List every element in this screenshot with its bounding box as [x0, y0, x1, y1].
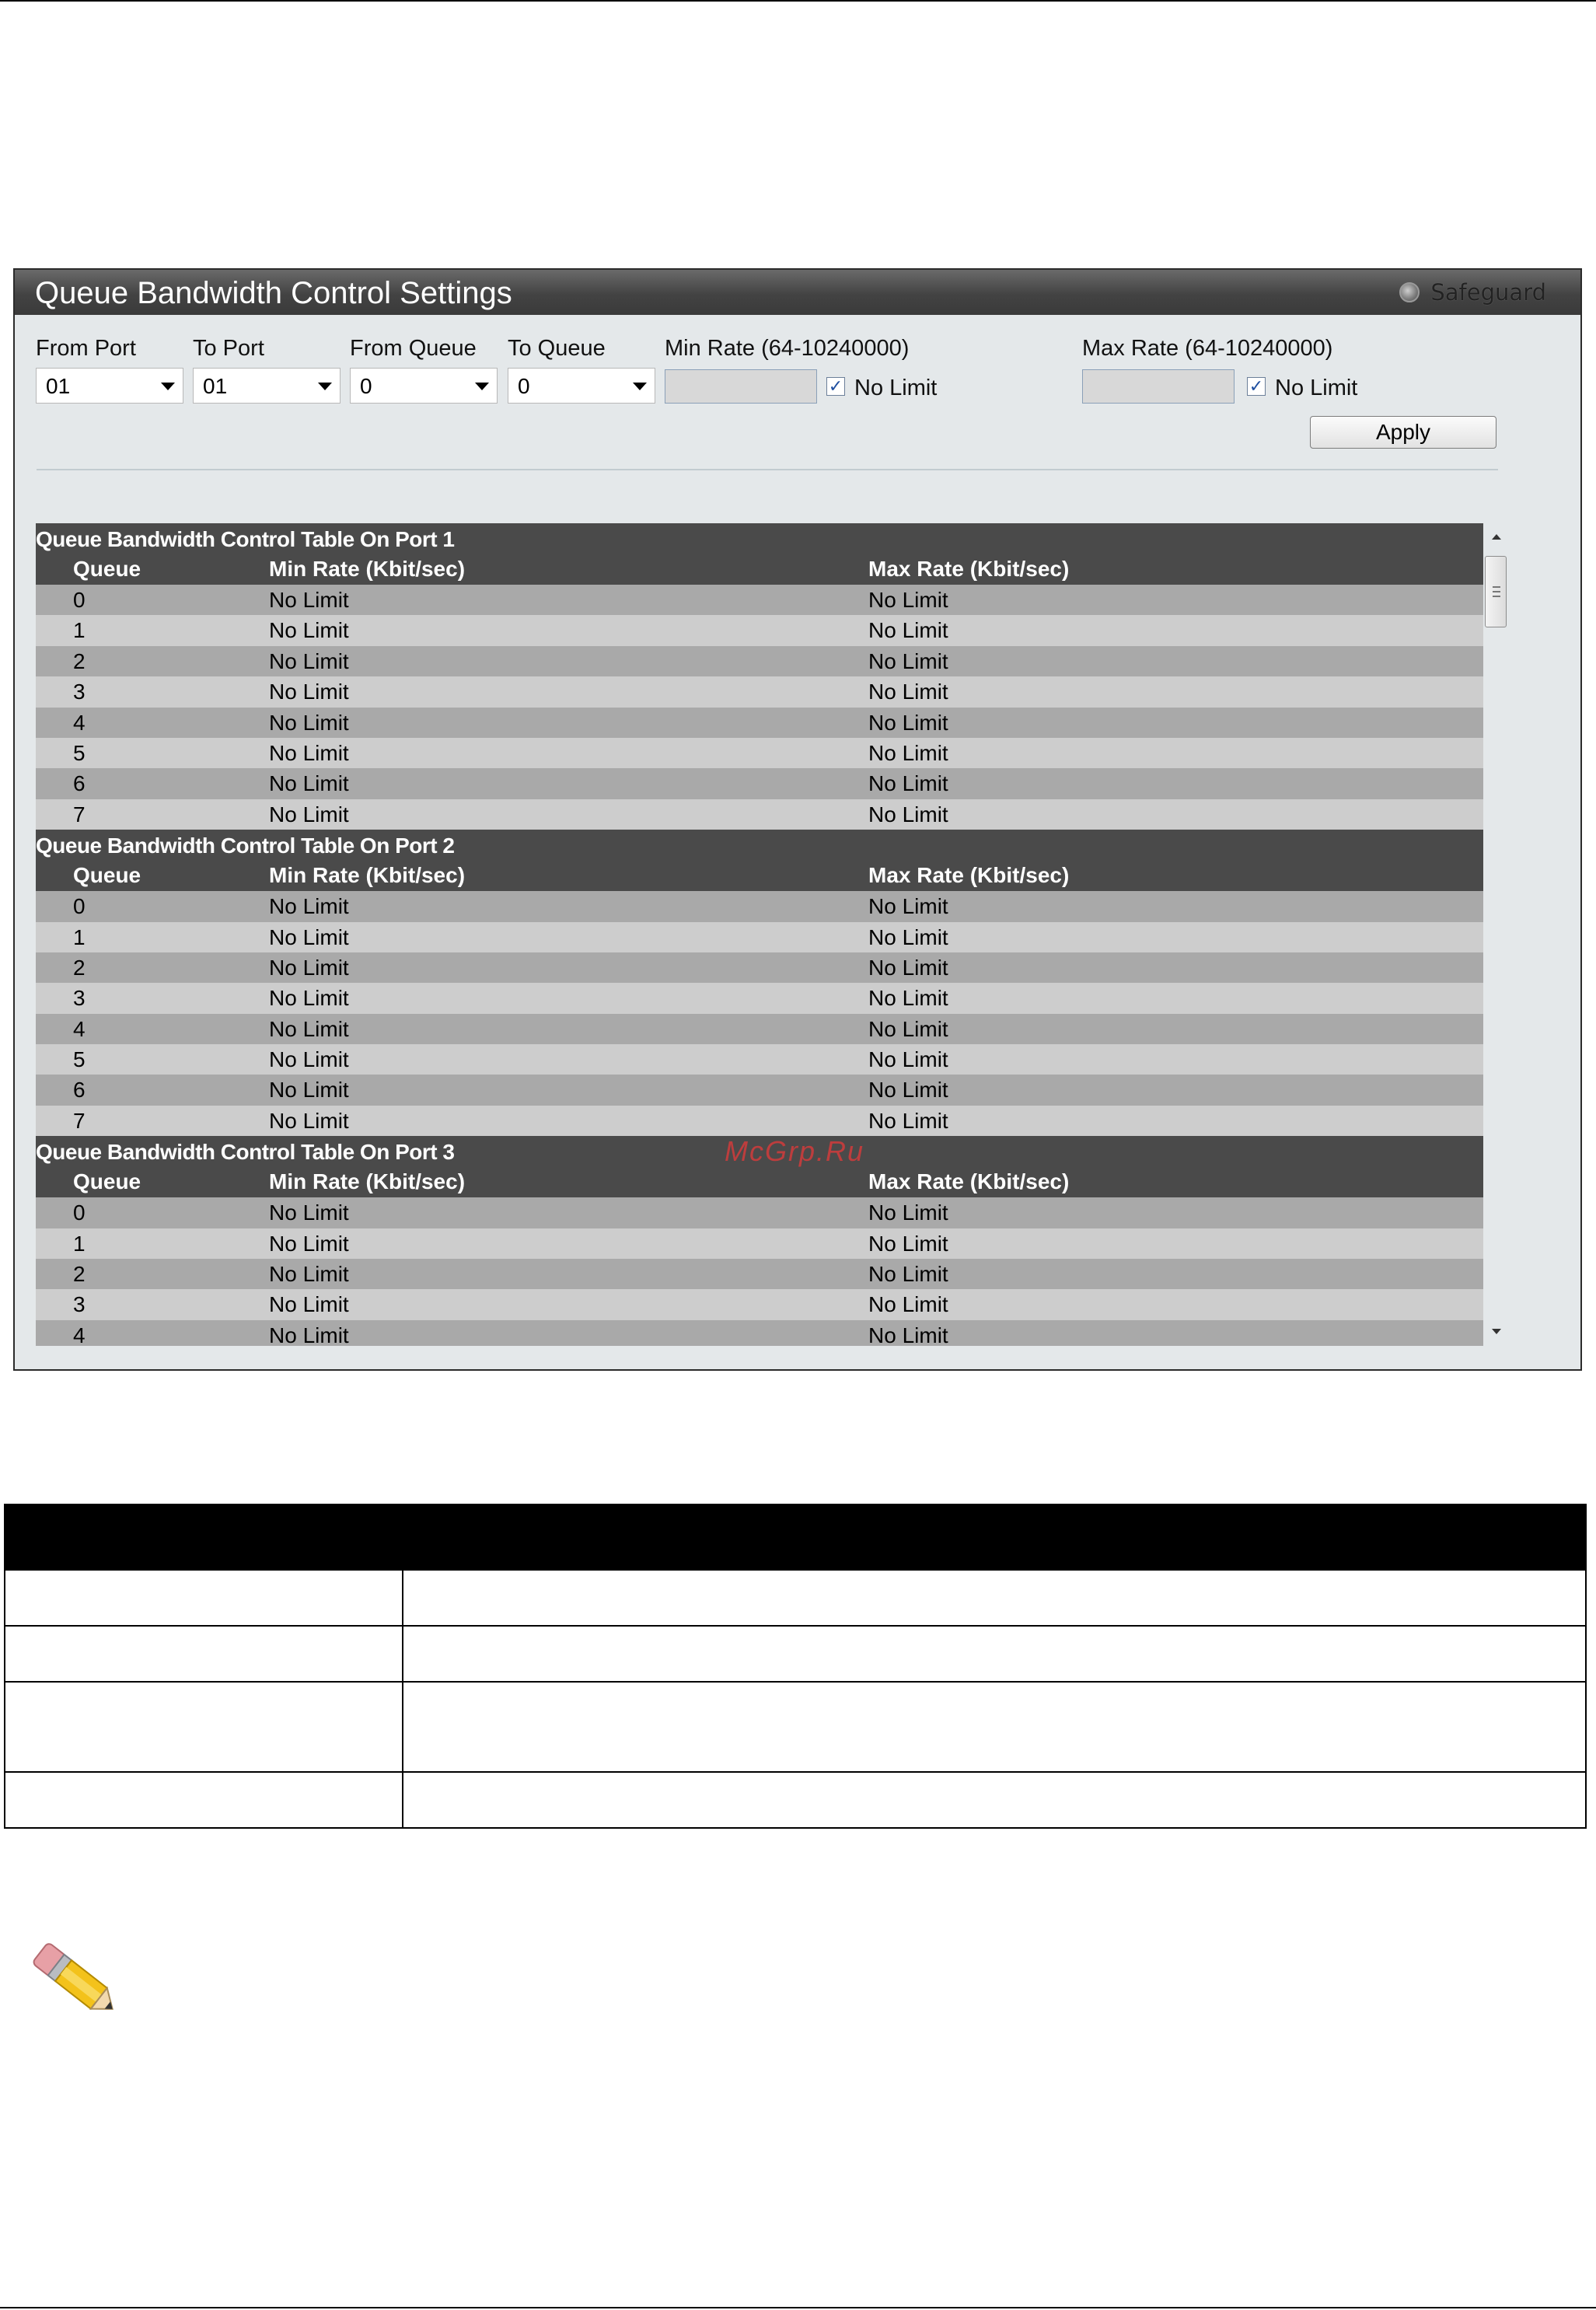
- min-rate-cell: No Limit: [269, 1200, 349, 1225]
- queue-cell: 0: [73, 1200, 86, 1225]
- table-row: [36, 1106, 1483, 1136]
- min-rate-cell: No Limit: [269, 1323, 349, 1346]
- queue-cell: 2: [73, 955, 86, 980]
- max-no-limit-label: No Limit: [1275, 376, 1358, 400]
- table-cell: [403, 1626, 1586, 1682]
- queue-cell: 2: [73, 648, 86, 673]
- column-header-max-rate: Max Rate (Kbit/sec): [868, 1169, 1070, 1194]
- queue-cell: 4: [73, 710, 86, 735]
- min-no-limit-label: No Limit: [854, 376, 938, 400]
- table-column-headers: [36, 1166, 1483, 1197]
- table-cell: [5, 1772, 403, 1828]
- table-row: [36, 646, 1483, 676]
- min-rate-cell: No Limit: [269, 894, 349, 919]
- queue-cell: 3: [73, 1292, 86, 1317]
- table-row: [36, 708, 1483, 738]
- from-port-value: 01: [46, 374, 71, 398]
- table-row: [36, 768, 1483, 799]
- queue-cell: 6: [73, 771, 86, 796]
- bottom-rule: [0, 2307, 1596, 2308]
- table-row: [5, 1772, 1586, 1828]
- table-row: [5, 1570, 1586, 1626]
- to-port-label: To Port: [193, 336, 264, 361]
- max-rate-cell: No Limit: [868, 1323, 948, 1346]
- scroll-thumb[interactable]: [1485, 556, 1507, 627]
- chevron-down-icon: [318, 383, 332, 390]
- table-cell: [5, 1682, 403, 1772]
- queue-cell: 0: [73, 894, 86, 919]
- max-rate-cell: No Limit: [868, 1047, 948, 1072]
- queue-cell: 5: [73, 1047, 86, 1072]
- to-queue-label: To Queue: [508, 336, 606, 361]
- table-section-title: Queue Bandwidth Control Table On Port 2: [36, 833, 455, 858]
- to-queue-select[interactable]: [508, 368, 655, 404]
- max-rate-cell: No Limit: [868, 1200, 948, 1225]
- min-rate-cell: No Limit: [269, 1231, 349, 1256]
- top-rule: [0, 0, 1596, 2]
- safeguard-indicator[interactable]: [1399, 281, 1546, 304]
- max-rate-cell: No Limit: [868, 1016, 948, 1041]
- grip-line: [1493, 586, 1500, 588]
- max-rate-cell: No Limit: [868, 618, 948, 643]
- min-rate-cell: No Limit: [269, 1108, 349, 1133]
- table-cell: [5, 1570, 403, 1626]
- table-row: [36, 1044, 1483, 1075]
- min-rate-cell: No Limit: [269, 680, 349, 704]
- table-row: [36, 1320, 1483, 1346]
- divider: [37, 469, 1498, 470]
- scroll-up-arrow-icon[interactable]: [1492, 534, 1501, 540]
- column-header-queue: Queue: [73, 863, 141, 888]
- table-cell: [403, 1772, 1586, 1828]
- max-rate-cell: No Limit: [868, 802, 948, 826]
- bandwidth-table: [36, 523, 1483, 1346]
- table-row: [36, 799, 1483, 830]
- description-table: [4, 1504, 1587, 1829]
- column-header-min-rate: Min Rate (Kbit/sec): [269, 863, 466, 888]
- column-header-queue: Queue: [73, 1169, 141, 1194]
- table-row: [36, 615, 1483, 645]
- table-cell: [403, 1570, 1586, 1626]
- queue-cell: 3: [73, 680, 86, 704]
- pencil-note-icon: [17, 1930, 126, 2027]
- min-rate-cell: No Limit: [269, 1262, 349, 1287]
- table-row: [36, 1259, 1483, 1289]
- table-row: [36, 1075, 1483, 1105]
- queue-cell: 1: [73, 924, 86, 949]
- min-rate-cell: No Limit: [269, 802, 349, 826]
- queue-cell: 7: [73, 1108, 86, 1133]
- safeguard-indicator-icon: [1399, 282, 1420, 302]
- table-row: [36, 922, 1483, 952]
- from-queue-value: 0: [360, 374, 372, 398]
- max-rate-cell: No Limit: [868, 710, 948, 735]
- scroll-down-arrow-icon[interactable]: [1492, 1329, 1501, 1334]
- max-rate-cell: No Limit: [868, 588, 948, 612]
- watermark: McGrp.Ru: [725, 1135, 865, 1167]
- min-rate-cell: No Limit: [269, 740, 349, 765]
- min-rate-cell: No Limit: [269, 1292, 349, 1317]
- max-rate-label: Max Rate (64-10240000): [1082, 336, 1333, 361]
- column-header-max-rate: Max Rate (Kbit/sec): [868, 863, 1070, 888]
- from-port-select[interactable]: [36, 368, 183, 404]
- table-row: [36, 585, 1483, 615]
- queue-cell: 3: [73, 986, 86, 1011]
- apply-button[interactable]: Apply: [1310, 416, 1496, 449]
- table-row: [36, 891, 1483, 921]
- table-row: [36, 1289, 1483, 1319]
- table-row: [36, 676, 1483, 707]
- min-rate-cell: No Limit: [269, 618, 349, 643]
- min-no-limit-checkbox[interactable]: ✓: [826, 377, 845, 396]
- description-table-header: [5, 1504, 1586, 1570]
- queue-cell: 1: [73, 618, 86, 643]
- to-port-select[interactable]: [193, 368, 341, 404]
- table-row: [36, 1014, 1483, 1044]
- table-scrollbar[interactable]: [1483, 523, 1510, 1346]
- table-row: [5, 1682, 1586, 1772]
- min-rate-cell: No Limit: [269, 710, 349, 735]
- table-section-title: Queue Bandwidth Control Table On Port 1: [36, 527, 455, 551]
- table-row: [36, 1228, 1483, 1259]
- queue-cell: 1: [73, 1231, 86, 1256]
- table-row: [5, 1626, 1586, 1682]
- grip-line: [1493, 596, 1500, 597]
- table-row: [36, 1197, 1483, 1228]
- chevron-down-icon: [161, 383, 175, 390]
- table-section-title: Queue Bandwidth Control Table On Port 3: [36, 1140, 455, 1165]
- table-section-header: [36, 830, 1483, 891]
- min-rate-cell: No Limit: [269, 1078, 349, 1103]
- max-rate-cell: No Limit: [868, 924, 948, 949]
- queue-bandwidth-panel: [13, 268, 1582, 1371]
- table-row: [36, 983, 1483, 1013]
- column-header-max-rate: Max Rate (Kbit/sec): [868, 557, 1070, 581]
- min-rate-label: Min Rate (64-10240000): [665, 336, 910, 361]
- min-rate-input[interactable]: [665, 369, 817, 404]
- min-rate-cell: No Limit: [269, 588, 349, 612]
- safeguard-label: Safeguard: [1430, 279, 1546, 306]
- to-queue-value: 0: [518, 374, 530, 398]
- queue-cell: 4: [73, 1016, 86, 1041]
- max-rate-cell: No Limit: [868, 955, 948, 980]
- table-column-headers: [36, 860, 1483, 891]
- max-rate-cell: No Limit: [868, 1262, 948, 1287]
- min-rate-cell: No Limit: [269, 1016, 349, 1041]
- min-rate-cell: No Limit: [269, 648, 349, 673]
- header-cell: [5, 1504, 403, 1570]
- panel-header: [15, 270, 1580, 315]
- table-section-header: [36, 523, 1483, 585]
- max-no-limit-checkbox[interactable]: ✓: [1247, 377, 1266, 396]
- max-rate-cell: No Limit: [868, 680, 948, 704]
- header-cell: [403, 1504, 1586, 1570]
- queue-cell: 4: [73, 1323, 86, 1346]
- max-rate-cell: No Limit: [868, 740, 948, 765]
- min-rate-cell: No Limit: [269, 986, 349, 1011]
- chevron-down-icon: [633, 383, 647, 390]
- from-queue-select[interactable]: [350, 368, 498, 404]
- min-rate-cell: No Limit: [269, 955, 349, 980]
- max-rate-cell: No Limit: [868, 648, 948, 673]
- to-port-value: 01: [203, 374, 228, 398]
- table-column-headers: [36, 554, 1483, 585]
- min-rate-cell: No Limit: [269, 924, 349, 949]
- page-title: Queue Bandwidth Control Settings: [35, 276, 512, 310]
- chevron-down-icon: [475, 383, 489, 390]
- queue-cell: 2: [73, 1262, 86, 1287]
- max-rate-cell: No Limit: [868, 1292, 948, 1317]
- max-rate-cell: No Limit: [868, 1078, 948, 1103]
- max-rate-cell: No Limit: [868, 986, 948, 1011]
- queue-cell: 0: [73, 588, 86, 612]
- max-rate-cell: No Limit: [868, 1108, 948, 1133]
- queue-cell: 6: [73, 1078, 86, 1103]
- min-rate-cell: No Limit: [269, 1047, 349, 1072]
- max-rate-cell: No Limit: [868, 1231, 948, 1256]
- table-row: [36, 738, 1483, 768]
- table-cell: [403, 1682, 1586, 1772]
- from-port-label: From Port: [36, 336, 136, 361]
- table-cell: [5, 1626, 403, 1682]
- column-header-queue: Queue: [73, 557, 141, 581]
- queue-cell: 7: [73, 802, 86, 826]
- column-header-min-rate: Min Rate (Kbit/sec): [269, 557, 466, 581]
- queue-cell: 5: [73, 740, 86, 765]
- min-rate-cell: No Limit: [269, 771, 349, 796]
- table-row: [36, 952, 1483, 983]
- grip-line: [1493, 591, 1500, 592]
- max-rate-input[interactable]: [1082, 369, 1235, 404]
- max-rate-cell: No Limit: [868, 771, 948, 796]
- column-header-min-rate: Min Rate (Kbit/sec): [269, 1169, 466, 1194]
- max-rate-cell: No Limit: [868, 894, 948, 919]
- from-queue-label: From Queue: [350, 336, 477, 361]
